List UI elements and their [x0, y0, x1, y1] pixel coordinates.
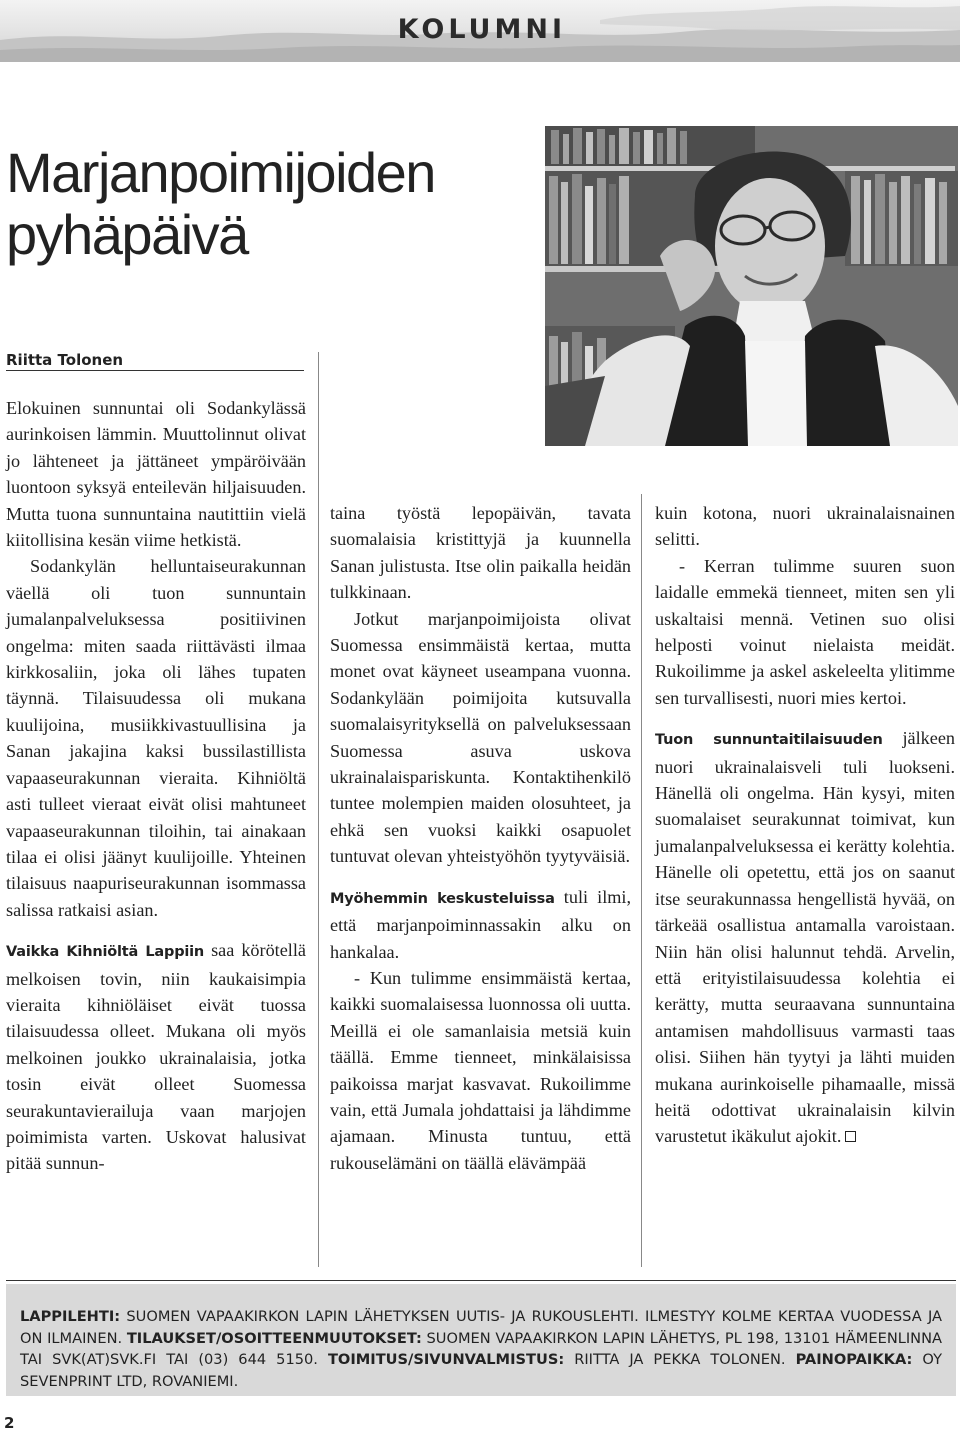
section-label: KOLUMNI: [397, 14, 566, 45]
footer-text: RIITTA JA PEKKA TOLONEN.: [564, 1351, 796, 1368]
paragraph: - Kerran tulimme suuren suon laidalle emmekä tienneet, miten sen yli uskaltaisi mennä. Vetinen suo olisi helposti voinut nielaista meidät. Rukoilimme ja askel askeleelta ylitimme sen turvallisesti, nuori mies kertoi.: [655, 555, 955, 708]
author-byline: Riitta Tolonen: [6, 351, 124, 369]
section-header-banner: [0, 0, 960, 62]
footer-label: TILAUKSET/OSOITTEENMUUTOKSET:: [126, 1329, 422, 1347]
byline-divider: [6, 370, 304, 371]
column-divider-2: [641, 494, 642, 1267]
footer-text: OY SEVENPRINT LTD, ROVANIEMI.: [20, 1351, 942, 1390]
article-column-1: [6, 395, 306, 1177]
paragraph-body: jälkeen nuori ukrainalaisveli tuli luokseni. Hänellä oli ongelma. Hän kysyi, miten suomalaiset seurakunnat toimivat, kun jumalanpalveluksessa ei kerätty kolehtia. Hänelle oli opetettu, että jos on saanut itse seurakunnassa hengellistä hyvää, on tärkeää osallistua antamalla varoistaan. Niin hän olisi halunnut tehdä. Arvelin, että erityistilaisuudessa kolehtia ei kerätty, mutta seuraavana sunnuntaina antamisen mahdollisuus varmasti taas olisi. Siihen hän tyytyi ja lähti muiden mukana aurinkoiselle pihamaalle, missä heitä odottivat ukrainalaisin kilvin varustetut ikäkulut ajokit.: [655, 728, 956, 1147]
paragraph: - Kun tulimme ensimmäistä kertaa, kaikki suomalaisessa luonnossa oli uutta. Meillä ei ole samanlaisia metsiä kuin täällä. Emme tienneet, minkälaisissa paikoissa marjat kasvavat. Rukoilimme vain, että Jumala johdattaisi ja lähdimme ajamaan. Minusta tuntuu, että rukouselämäni on täällä elävämpää: [330, 967, 631, 1173]
headline-line-2: pyhäpäivä: [6, 203, 248, 266]
article-column-2: [330, 500, 631, 1176]
footer-label: TOIMITUS/SIVUNVALMISTUS:: [327, 1351, 565, 1368]
paragraph: taina työstä lepopäivän, tavata suomalaisia kristittyjä ja kuunnella Sanan julistusta. Itse olin paikalla heidän tulkkinaan.: [330, 503, 631, 603]
paragraph-body: saa körötellä melkoisen tovin, niin kaukaisimpia vieraita kihniöläiset eivät tuossa tilaisuudessa olleet. Mukana oli myös melkoinen joukko ukrainalaisia, jotka tosin eivät olleet Suomessa seurakuntavierailuja vaan marjojen poimimista varten. Uskovat halusivat pitää sunnun-: [6, 940, 306, 1174]
paragraph: Sodankylän helluntaiseurakunnan väellä oli tuon sunnuntain jumalanpalveluksessa positiivinen ongelma: miten saada riittävästi ilmaa kirkkosaliin, joka oli lähes tupaten täynnä. Tilaisuudessa oli mukana kuulijoina, musiikkivastuullisina ja Sanan jakajina kaksi bussilastillista vapaaseurakunnan vieraita. Kihniöltä asti tulleet vieraat eivät olisi mahtuneet vapaaseurakunnan tiloihin, tai ainakaan tilaa ei olisi jäänyt kuulijoille. Yhteinen tilaisuus naapuriseurakunnan isommassa salissa ratkaisi asian.: [6, 556, 306, 920]
paragraph: kuin kotona, nuori ukrainalaisnainen selitti.: [655, 503, 955, 550]
paragraph-with-lead: [330, 884, 631, 965]
author-portrait-image: [545, 126, 958, 446]
end-of-article-icon: [845, 1131, 856, 1142]
paragraph-lead-in: Vaikka Kihniöltä Lappiin: [6, 944, 205, 961]
article-headline: [6, 142, 546, 266]
paragraph-with-lead: [6, 937, 306, 1177]
column-divider-1: [318, 352, 319, 1267]
paragraph: Jotkut marjanpoimijoista olivat Suomessa ensimmäistä kertaa, mutta monet ovat käyneet useampana vuonna. Sodankylään poimijoita kutsuvalla suomalaisyrityksellä on palveluksessaan Suomessa asuva uskova ukrainalaispariskunta. Kontaktihenkilö tuntee molempien maiden olosuhteet, ja ehkä sen vuoksi kaikki osapuolet tuntuvat olevan yhteistyöhön tyytyväisiä.: [330, 608, 631, 867]
footer-text: SUOMEN VAPAAKIRKON LAPIN LÄHETYKSEN UUTIS- JA RUKOUSLEHTI. ILMESTYY KOLME KERTAA VUODESSA JA ON ILMAINEN.: [20, 1308, 942, 1347]
footer-label: LAPPILEHTI:: [20, 1308, 121, 1325]
footer-divider: [6, 1280, 956, 1281]
paragraph-body: tuli ilmi, että marjanpoiminnassakin alku on hankalaa.: [330, 886, 631, 962]
page-number: 2: [4, 1414, 15, 1432]
headline-line-1: Marjanpoimijoiden: [6, 141, 435, 204]
paragraph-lead-in: Tuon sunnuntaitilaisuuden: [655, 732, 883, 749]
paragraph-with-lead: [655, 725, 955, 1150]
article-column-3: [655, 500, 955, 1150]
paragraph: Elokuinen sunnuntai oli Sodankylässä aurinkoisen lämmin. Muuttolinnut olivat jo lähteneet ja jättäneet ympäröivään luontoon syksyä enteilevän hiljaisuuden. Mutta tuona sunnuntaina nautittiin vielä kiitollisina kesän viime hetkistä.: [6, 398, 306, 551]
paragraph-lead-in: Myöhemmin keskusteluissa: [330, 890, 555, 907]
author-photo: [545, 126, 958, 446]
publication-info-box: [6, 1284, 956, 1396]
footer-label: PAINOPAIKKA:: [795, 1351, 913, 1368]
footer-text: SUOMEN VAPAAKIRKON LAPIN LÄHETYS, PL 198, 13101 HÄMEENLINNA TAI SVK(AT)SVK.FI TAI (03) 644 5150.: [20, 1329, 942, 1368]
